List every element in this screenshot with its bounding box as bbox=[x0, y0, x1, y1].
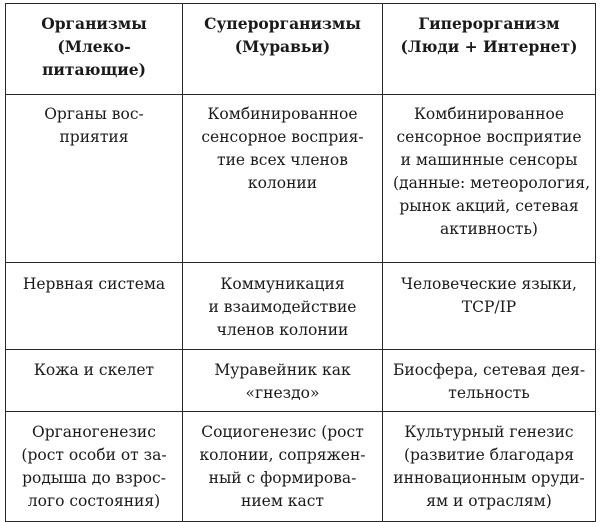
table-cell bbox=[6, 95, 183, 263]
table-cell bbox=[383, 263, 596, 350]
header-line: Гиперорганизм bbox=[418, 14, 560, 33]
cell-line: родыша до взрос- bbox=[22, 469, 166, 487]
cell-line: Коммуникация bbox=[220, 275, 345, 293]
cell-line: (рост особи от за- bbox=[21, 446, 167, 464]
cell-line: нием каст bbox=[240, 492, 324, 510]
cell-line: колонии bbox=[247, 174, 318, 192]
header-line: (Млеко- bbox=[57, 37, 131, 56]
table-cell bbox=[6, 412, 183, 522]
cell-line: сенсорное восприя- bbox=[201, 128, 364, 146]
table-cell bbox=[6, 263, 183, 350]
table-row bbox=[6, 350, 596, 412]
header-row bbox=[6, 4, 596, 95]
cell-line: (развитие благодаря bbox=[403, 446, 575, 464]
cell-line: Культурный генезис bbox=[404, 423, 574, 441]
cell-line: лого состояния) bbox=[27, 492, 161, 510]
cell-line: (данные: метеорология, bbox=[393, 174, 591, 192]
cell-line: ный с формирова- bbox=[208, 469, 357, 487]
header-line: (Люди + Интернет) bbox=[400, 37, 578, 56]
cell-line: членов колонии bbox=[216, 321, 349, 339]
table-cell bbox=[183, 95, 383, 263]
cell-line: ям и отраслям) bbox=[426, 492, 552, 510]
cell-line: Человеческие языки, bbox=[401, 275, 577, 293]
table-row bbox=[6, 95, 596, 263]
comparison-table bbox=[5, 3, 596, 522]
table-cell bbox=[383, 412, 596, 522]
header-superorganisms bbox=[183, 4, 383, 95]
header-organisms bbox=[6, 4, 183, 95]
cell-line: инновационным оруди- bbox=[393, 469, 585, 487]
cell-line: приятия bbox=[59, 128, 129, 146]
table-cell bbox=[6, 350, 183, 412]
cell-line: Муравейник как bbox=[214, 361, 351, 379]
cell-line: тие всех членов bbox=[217, 151, 348, 169]
table-cell bbox=[383, 95, 596, 263]
cell-line: Биосфера, сетевая дея- bbox=[393, 361, 586, 379]
cell-line: Кожа и скелет bbox=[33, 361, 155, 379]
cell-line: и машинные сенсоры bbox=[400, 151, 578, 169]
cell-line: Комбинированное bbox=[413, 105, 565, 123]
cell-line: рынок акций, сетевая bbox=[399, 197, 579, 215]
table-row bbox=[6, 412, 596, 522]
table-cell bbox=[383, 350, 596, 412]
table-cell bbox=[183, 412, 383, 522]
header-line: Суперорганизмы bbox=[204, 14, 361, 33]
cell-line: Нервная система bbox=[22, 275, 166, 293]
table-cell bbox=[183, 263, 383, 350]
cell-line: Социогенезис (рост bbox=[201, 423, 364, 441]
cell-line: активность) bbox=[440, 220, 538, 238]
header-hyperorganism bbox=[383, 4, 596, 95]
header-line: питающие) bbox=[42, 60, 146, 79]
header-line: Организмы bbox=[41, 14, 147, 33]
cell-line: тельность bbox=[448, 384, 530, 402]
table-cell bbox=[183, 350, 383, 412]
cell-line: TCP/IP bbox=[461, 298, 517, 316]
cell-line: Комбинированное bbox=[207, 105, 358, 123]
cell-line: колонии, сопряжен- bbox=[199, 446, 366, 464]
cell-line: и взаимодействие bbox=[208, 298, 357, 316]
cell-line: Органы вос- bbox=[44, 105, 144, 123]
cell-line: сенсорное восприятие bbox=[396, 128, 582, 146]
cell-line: Органогенезис bbox=[32, 423, 156, 441]
table-row bbox=[6, 263, 596, 350]
cell-line: «гнездо» bbox=[245, 384, 320, 402]
header-line: (Муравьи) bbox=[234, 37, 331, 56]
